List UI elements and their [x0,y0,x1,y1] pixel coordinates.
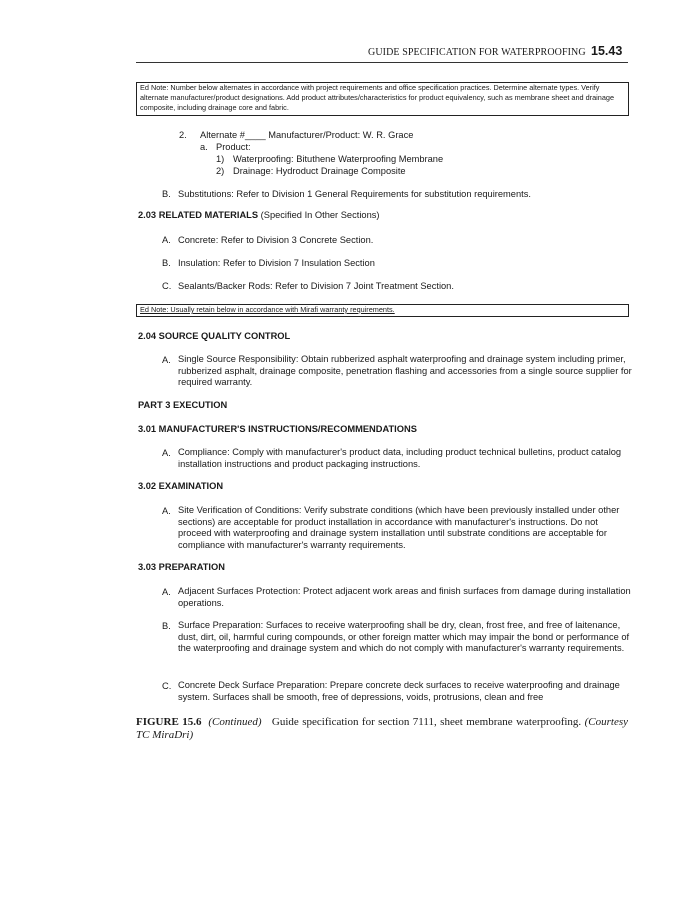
section-heading-3-02: 3.02 EXAMINATION [138,481,224,491]
section-title: RELATED MATERIALS [158,210,259,220]
figure-label: FIGURE 15.6 [136,716,202,728]
section-title-suffix: (Specified In Other Sections) [260,210,380,220]
figure-continued: (Continued) [208,716,262,728]
list-item: Sealants/Backer Rods: Refer to Division 7 Joint Treatment Section. [178,281,454,291]
list-item: Insulation: Refer to Division 7 Insulation Section [178,258,375,268]
list-item-label: A. [162,235,171,245]
alternate-number: 2. [179,130,187,140]
paragraph-label: A. [162,506,171,516]
page-number: 15.43 [591,44,623,58]
section-heading-2-04: 2.04 SOURCE QUALITY CONTROL [138,331,291,341]
paragraph: Site Verification of Conditions: Verify substrate conditions (which have been previously installed under other sections) are acceptable for product installation in accordance with manufacturer's instructions. Do not proceed with waterproofing and drainage system installation until substrate conditions are acceptable for compliance with manufacturer's warranty requirements. [178,505,620,550]
editor-note-box: Ed Note: Number below alternates in accordance with project requirements and office specification practices. Determine alternate types. Verify alternate manufacturer/product designations. Add product attributes/characteristics for product equivalency, such as membrane sheet and drainage composite, including drainage core and fabric. [136,82,629,116]
figure-caption [136,716,628,742]
figure-courtesy: (Courtesy TC MiraDri) [136,716,629,741]
editor-note-box [136,304,629,317]
part-heading: PART 3 EXECUTION [138,400,228,410]
product-item-2: Drainage: Hydroduct Drainage Composite [233,166,406,176]
list-item-label: B. [162,258,171,268]
editor-note-text: Ed Note: Usually retain below in accordance with Mirafi warranty requirements. [140,305,395,314]
paragraph-label: A. [162,355,171,365]
section-number: 2.03 [138,210,157,220]
product-item-2-number: 2) [216,166,225,176]
paragraph: Compliance: Comply with manufacturer's product data, including product technical bulletins, product catalog installation instructions and product packaging instructions. [178,447,622,469]
paragraph: Single Source Responsibility: Obtain rubberized asphalt waterproofing and drainage system including primer, rubberized asphalt, drainage composite, penetration flashing and accessories from a single source supplier for required warranty. [178,354,632,387]
header-divider [136,62,628,63]
substitutions-text: Substitutions: Refer to Division 1 General Requirements for substitution requirements. [178,189,531,199]
running-header-title: GUIDE SPECIFICATION FOR WATERPROOFING [368,47,586,58]
paragraph-label: C. [162,681,172,691]
paragraph: Concrete Deck Surface Preparation: Prepare concrete deck surfaces to receive waterproofing and drainage system. Surfaces shall be smooth, free of depressions, voids, protrusions, clean and free [178,680,620,702]
product-text: Product: [216,142,251,152]
list-item: Concrete: Refer to Division 3 Concrete Section. [178,235,374,245]
paragraph-label: B. [162,621,171,631]
substitutions-label: B. [162,189,171,199]
section-heading-3-01: 3.01 MANUFACTURER'S INSTRUCTIONS/RECOMMENDATIONS [138,424,417,434]
list-item-label: C. [162,281,172,291]
alternate-text: Alternate #____ Manufacturer/Product: W. R. Grace [200,130,414,140]
product-item-1-number: 1) [216,154,225,164]
paragraph-label: A. [162,448,171,458]
paragraph: Adjacent Surfaces Protection: Protect adjacent work areas and finish surfaces from damage during installation operations. [178,586,631,608]
paragraph-label: A. [162,587,171,597]
paragraph: Surface Preparation: Surfaces to receive waterproofing shall be dry, clean, frost free, and free of laitenance, dust, dirt, oil, harmful curing compounds, or other foreign matter which may impair the bond or performance of the waterproofing and drainage system and which do not comply with manufacturer's warranty requirements. [178,620,630,653]
product-item-1: Waterproofing: Bituthene Waterproofing Membrane [233,154,444,164]
figure-caption-text: Guide specification for section 7111, sheet membrane waterproofing. [271,716,582,728]
product-label: a. [200,142,208,152]
section-heading-2-03 [138,210,380,220]
section-heading-3-03: 3.03 PREPARATION [138,562,225,572]
